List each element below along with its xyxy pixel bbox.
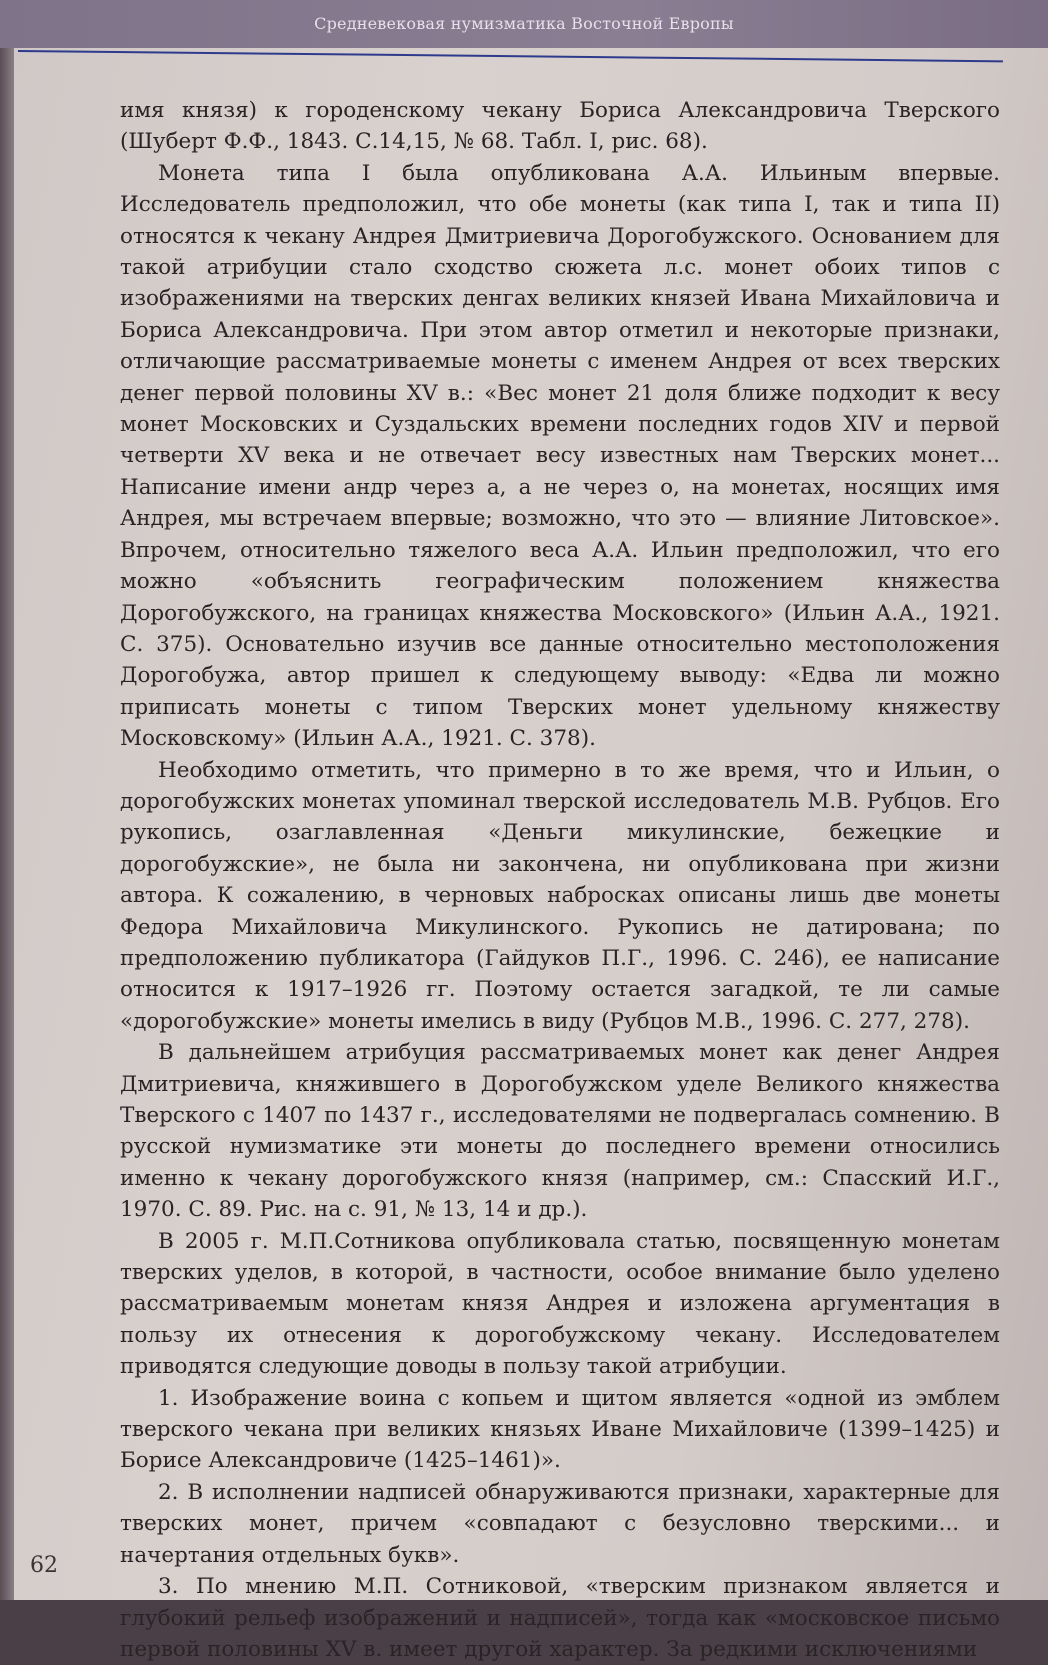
paragraph-continuation: имя князя) к городенскому чекану Бориса Александровича Тверского (Шуберт Ф.Ф., 1843. С.14,15, № 68. Табл. I, рис. 68). [120, 98, 1000, 155]
paragraph-ilyin: Монета типа I была опубликована А.А. Ильиным впервые. Исследователь предположил, что обе монеты (как типа I, так и типа II) относятся к чекану Андрея Дмитриевича Дорогобужского. Основанием для такой атрибуции стало сходство сюжета л.с. монет обоих типов с изображениями на тверских денгах великих князей Ивана Михайловича и Бориса Александровича. При этом автор отметил и некоторые признаки, отличающие рассматриваемые монеты с именем Андрея от всех тверских денег первой половины XV в.: «Вес монет 21 доля ближе подходит к весу монет Московских и Суздальских времени последних годов XIV и первой четверти XV века и не отвечает весу известных нам Тверских монет... Написание имени андр через а, а не через о, на монетах, носящих имя Андрея, мы встречаем впервые; возможно, что это — влияние Литовское». Впрочем, относительно тяжелого веса А.А. Ильин предположил, что его можно «объяснить географическим положением княжества Дорогобужского, на границах княжества Московского» (Ильин А.А., 1921. С. 375). Основательно изучив все данные относительно местоположения Дорогобужа, автор пришел к следующему выводу: «Едва ли можно приписать монеты с типом Тверских монет удельному княжеству Московскому» (Ильин А.А., 1921. С. 378). [120, 160, 1000, 752]
paragraph-attribution: В дальнейшем атрибуция рассматриваемых монет как денег Андрея Дмитриевича, княжившего в Дорогобужском уделе Великого княжества Тверского с 1407 по 1437 г., исследователями не подвергалась сомнению. В русской нумизматике эти монеты до последнего времени относились именно к чекану дорогобужского князя (например, см.: Спасский И.Г., 1970. С. 89. Рис. на с. 91, № 13, 14 и др.). [120, 1040, 1000, 1223]
list-item-1: 1. Изображение воина с копьем и щитом является «одной из эмблем тверского чекана при великих князьях Иване Михайловиче (1399–1425) и Борисе Александровиче (1425–1461)». [120, 1385, 1000, 1474]
body-text [120, 95, 1000, 1665]
paragraph-sotnikova: В 2005 г. М.П.Сотникова опубликовала статью, посвященную монетам тверских уделов, в которой, в частности, особое внимание было уделено рассматриваемым монетам князя Андрея и изложена аргументация в пользу их отнесения к дорогобужскому чекану. Исследователем приводятся следующие доводы в пользу такой атрибуции. [120, 1228, 1000, 1380]
book-spine-shadow [0, 0, 14, 1600]
page-number: 62 [30, 1553, 58, 1578]
paragraph-rubtsov: Необходимо отметить, что примерно в то же время, что и Ильин, о дорогобужских монетах упоминал тверской исследователь М.В. Рубцов. Его рукопись, озаглавленная «Деньги микулинские, бежецкие и дорогобужские», не была ни закончена, ни опубликована при жизни автора. К сожалению, в черновых набросках описаны лишь две монеты Федора Михайловича Микулинского. Рукопись не датирована; по предположению публикатора (Гайдуков П.Г., 1996. С. 246), ее написание относится к 1917–1926 гг. Поэтому остается загадкой, те ли самые «дорогобужские» монеты имелись в виду (Рубцов М.В., 1996. С. 277, 278). [120, 757, 1000, 1034]
list-item-2: 2. В исполнении надписей обнаруживаются признаки, характерные для тверских монет, причем «совпадают с безусловно тверскими... и начертания отдельных букв». [120, 1479, 1000, 1568]
list-item-3: 3. По мнению М.П. Сотниковой, «тверским признаком является и глубокий рельеф изображений и надписей», тогда как «московское письмо первой половины XV в. имеет другой характер. За редкими исключениями [120, 1574, 1000, 1662]
header-rule [18, 50, 1003, 62]
running-title: Средневековая нумизматика Восточной Европы [314, 14, 734, 33]
